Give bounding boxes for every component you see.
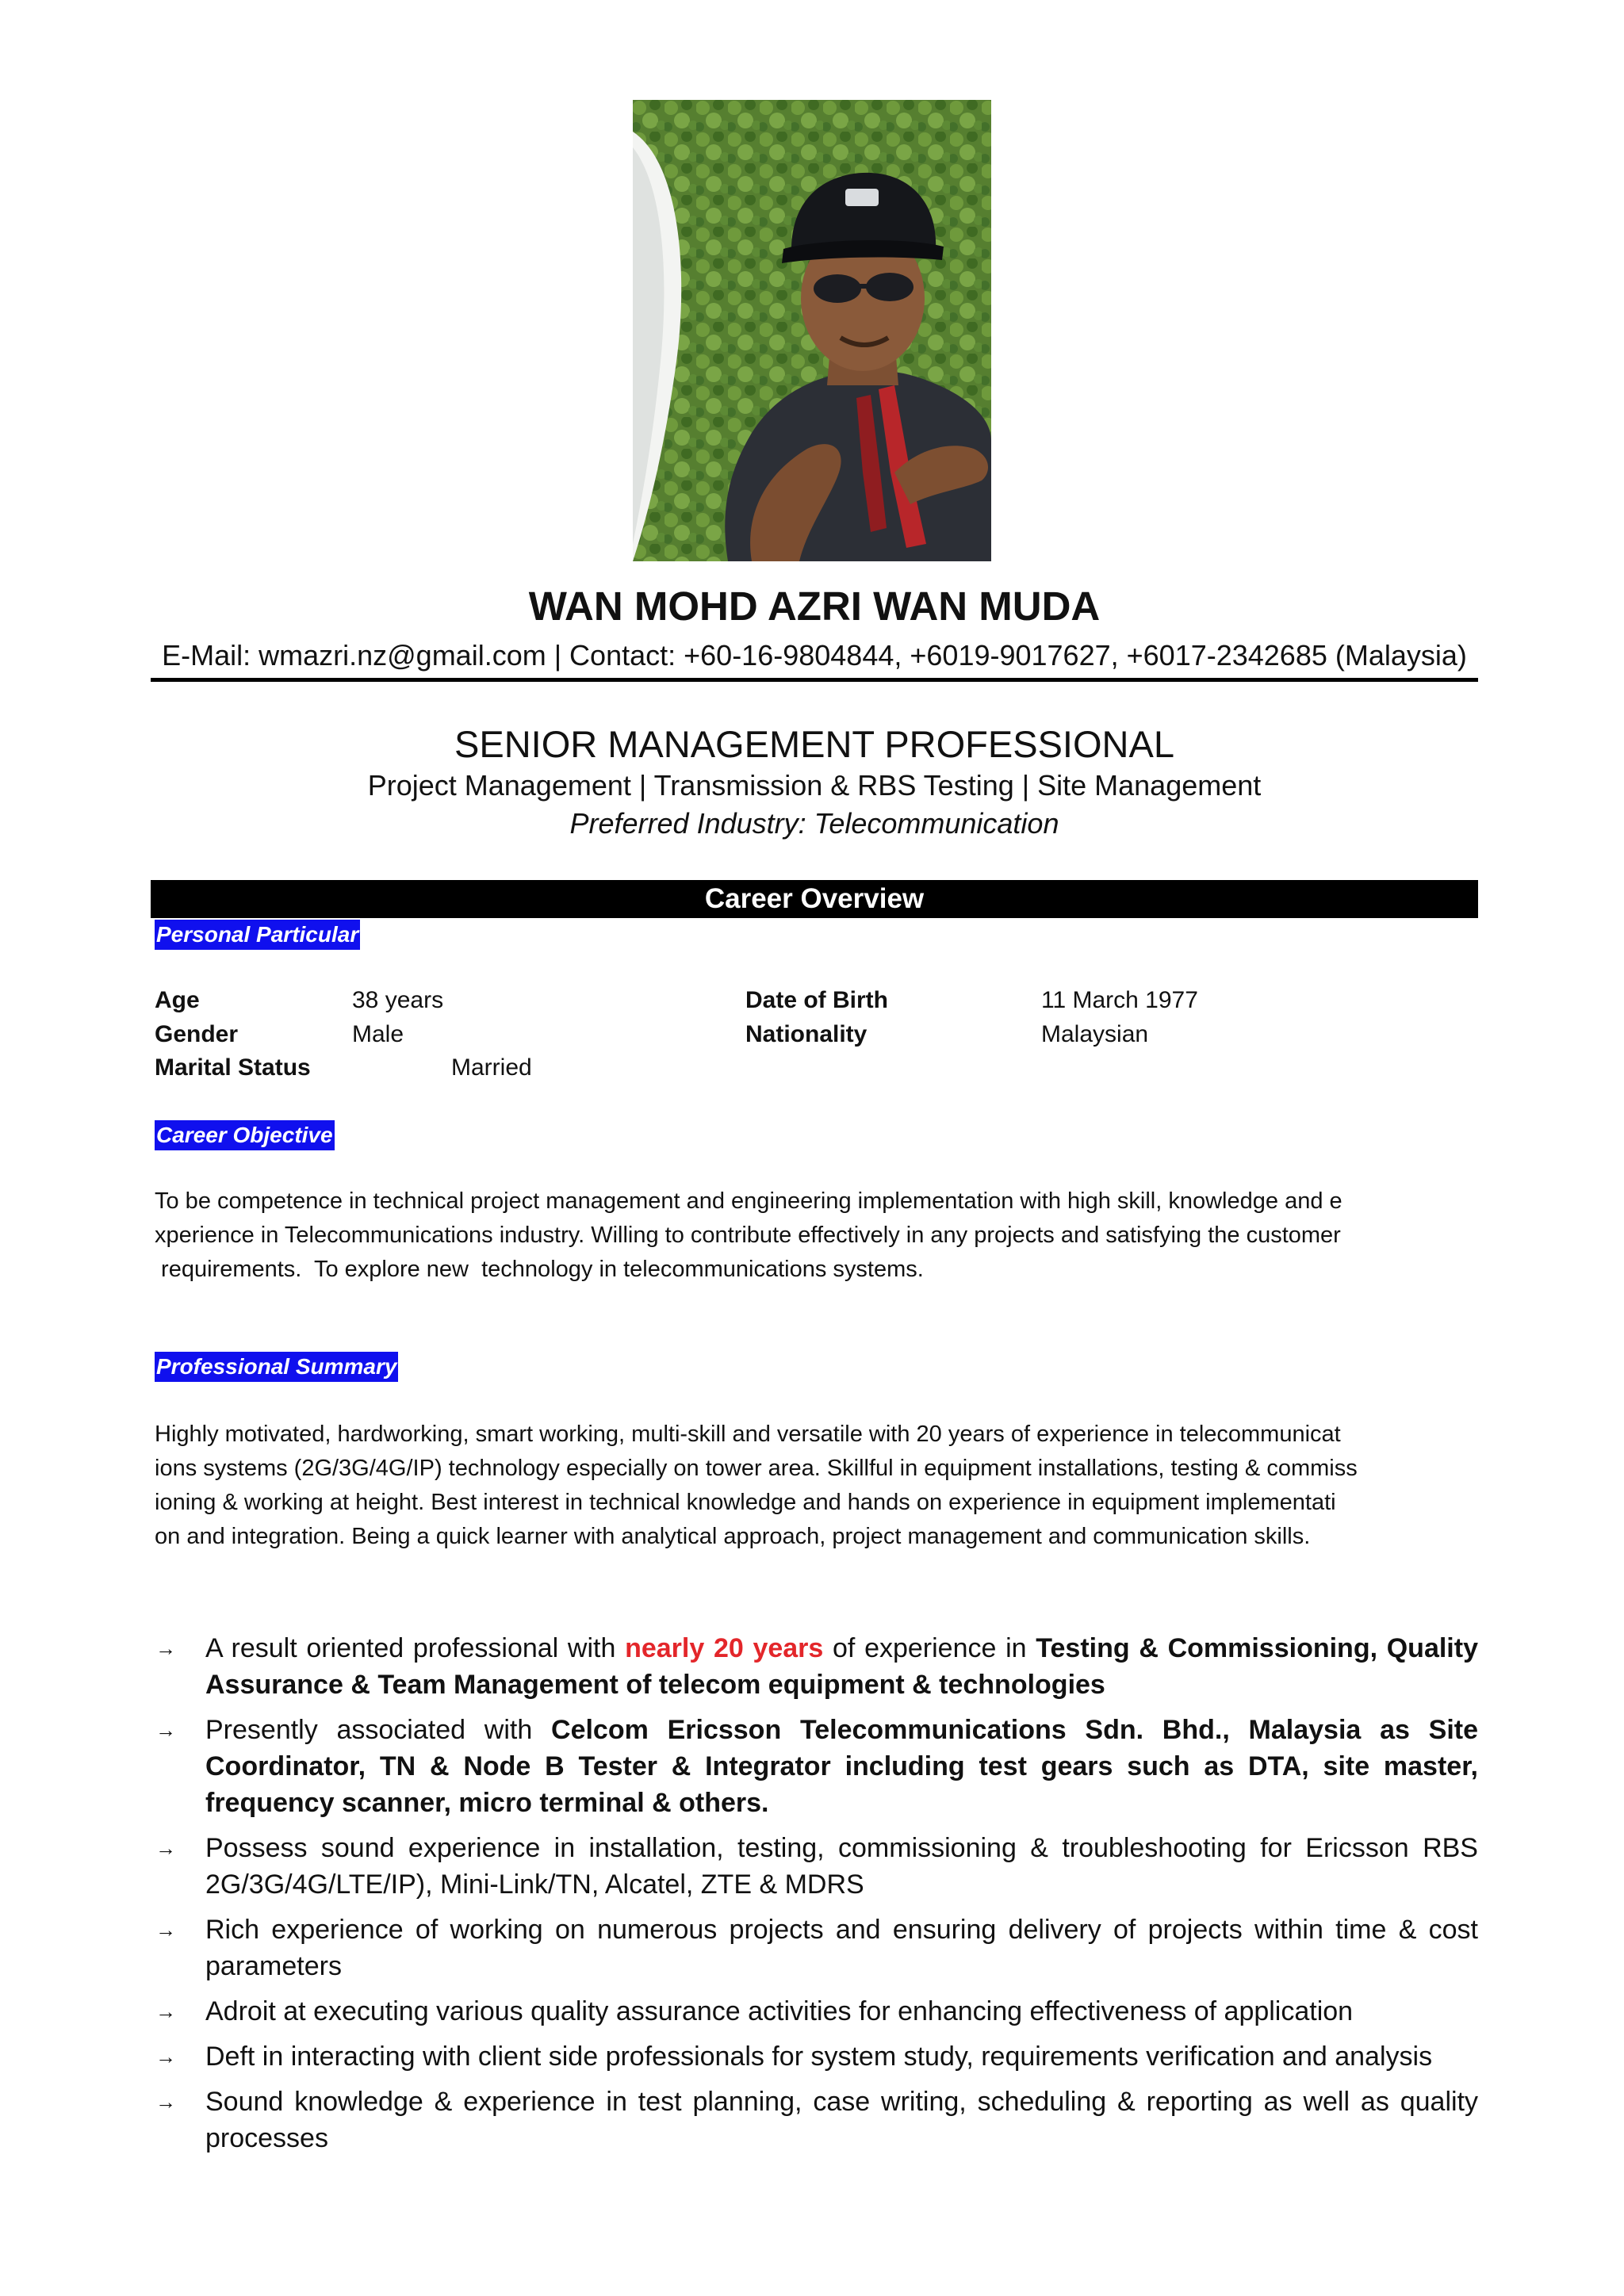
bullet-text: Presently associated with [205,1715,552,1745]
contact-line: E-Mail: wmazri.nz@gmail.com | Contact: +60-16-9804844, +6019-9017627, +6017-2342685 (Malaysia) [162,639,1467,672]
bullet-text: Possess sound experience in installation, testing, commissioning & troubleshooting for Ericsson RBS 2G/3G/4G/LTE/IP), Mini-Link/TN, Alcatel, ZTE & MDRS [205,1833,1478,1900]
preferred-industry: Preferred Industry: Telecommunication [569,807,1059,840]
gender-label: Gender [155,1021,239,1047]
age-value: 38 years [352,987,444,1013]
objective-line: xperience in Telecommunications industry. Willing to contribute effectively in any projects and satisfying the customer [155,1223,1341,1248]
objective-line: To be competence in technical project management and engineering implementation with high skill, knowledge and e [155,1188,1342,1214]
summary-line: ions systems (2G/3G/4G/IP) technology especially on tower area. Skillful in equipment installations, testing & commiss [155,1456,1358,1481]
nationality-label: Nationality [745,1021,868,1047]
arrow-bullet-icon: → [155,1836,176,1860]
bullet-bold-text: Celcom Ericsson Telecommunications Sdn. Bhd., Malaysia as Site Coordinator, TN & Node B Tester & Integrator including test gears such as DTA, site master, frequency scanner, micro terminal & others. [205,1715,1479,1818]
list-item [155,1830,1478,1903]
arrow-bullet-icon: → [155,1918,176,1942]
bullet-text: of experience in [823,1633,1036,1663]
candidate-name: WAN MOHD AZRI WAN MUDA [528,584,1101,629]
highlights-list [155,1630,1478,2165]
career-objective-text [155,1184,1471,1287]
specialties-line: Project Management | Transmission & RBS Testing | Site Management [367,769,1262,802]
nationality-value: Malaysian [1041,1021,1149,1047]
arrow-bullet-icon: → [155,1718,176,1742]
list-item [155,2084,1478,2156]
professional-summary-heading: Professional Summary [155,1352,398,1382]
gender-value: Male [352,1021,404,1047]
experience-years-highlight: nearly 20 years [625,1633,824,1663]
arrow-bullet-icon: → [155,1636,176,1660]
professional-summary-text [155,1418,1471,1554]
bullet-text: A result oriented professional with [205,1633,626,1663]
dob-value: 11 March 1977 [1041,987,1198,1013]
arrow-bullet-icon: → [155,2090,176,2114]
bullet-bold-text: Testing & Commissioning, Quality Assurance & Team Management of telecom equipment & technologies [205,1633,1478,1700]
list-item [155,1630,1478,1703]
summary-line: on and integration. Being a quick learner with analytical approach, project management and communication skills. [155,1524,1311,1549]
bullet-text: Adroit at executing various quality assurance activities for enhancing effectiveness of application [205,1996,1354,2026]
career-overview-heading: Career Overview [151,880,1478,918]
summary-line: Highly motivated, hardworking, smart working, multi-skill and versatile with 20 years of experience in telecommunicat [155,1422,1341,1447]
header-divider [151,678,1478,682]
professional-headline: SENIOR MANAGEMENT PROFESSIONAL [454,723,1174,765]
summary-line: ioning & working at height. Best interest in technical knowledge and hands on experience in equipment implementati [155,1490,1336,1515]
list-item [155,2038,1478,2075]
objective-line: requirements. To explore new technology in telecommunications systems. [155,1257,924,1282]
list-item [155,1993,1478,2030]
career-objective-heading: Career Objective [155,1120,335,1150]
bullet-text: Rich experience of working on numerous projects and ensuring delivery of projects within time & cost parameters [205,1915,1478,1981]
dob-label: Date of Birth [745,987,888,1013]
profile-photo [633,100,991,561]
bullet-text: Deft in interacting with client side professionals for system study, requirements verification and analysis [205,2042,1433,2072]
list-item [155,1712,1478,1821]
marital-status-value: Married [451,1054,532,1081]
arrow-bullet-icon: → [155,1999,176,2023]
list-item [155,1911,1478,1984]
arrow-bullet-icon: → [155,2045,176,2068]
marital-status-label: Marital Status [155,1054,311,1081]
bullet-text: Sound knowledge & experience in test planning, case writing, scheduling & reporting as well as quality processes [205,2087,1478,2153]
age-label: Age [155,987,200,1013]
personal-particular-heading: Personal Particular [155,920,360,950]
